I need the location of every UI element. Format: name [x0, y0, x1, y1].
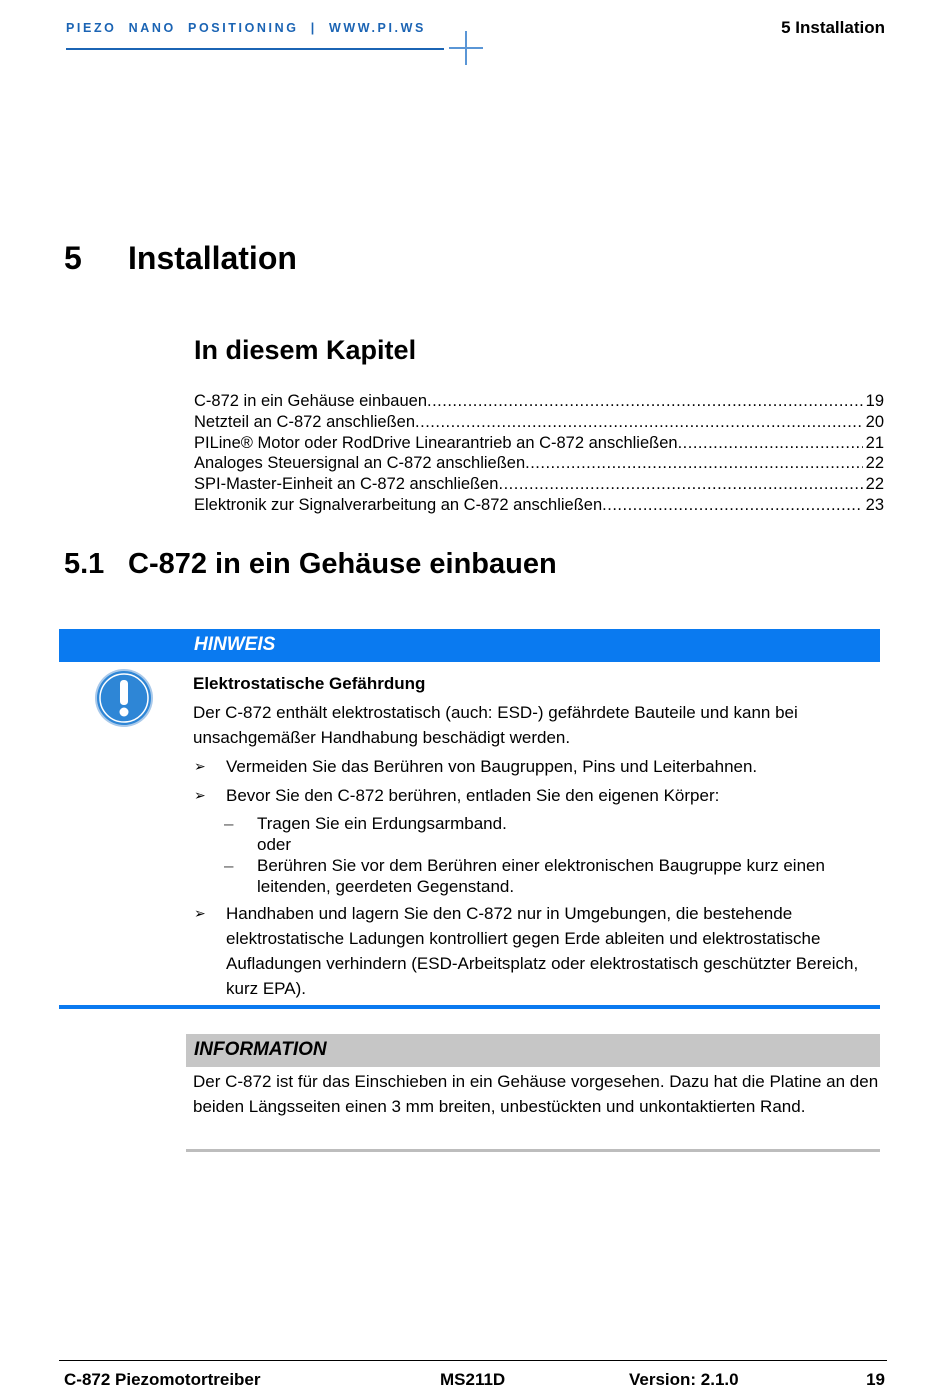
notice-sub-or: oder	[257, 835, 292, 854]
info-label: INFORMATION	[194, 1039, 327, 1060]
exclamation-circle-icon	[94, 668, 154, 728]
toc-entry[interactable]	[194, 412, 884, 433]
notice-body	[193, 672, 883, 1001]
toc-leader	[525, 453, 863, 474]
toc-entry-page: 20	[865, 412, 884, 431]
notice-header-bar	[59, 629, 880, 662]
running-header-section: 5 Installation	[781, 18, 885, 37]
toc-entry-label: SPI-Master-Einheit an C-872 anschließen	[194, 475, 499, 494]
chapter-number: 5	[64, 240, 82, 276]
notice-heading: Elektrostatische Gefährdung	[193, 674, 426, 693]
footer-rule	[59, 1360, 887, 1361]
notice-sub-item	[193, 813, 883, 834]
toc-leader	[602, 495, 862, 516]
toc-entry[interactable]	[194, 495, 884, 516]
notice-bullet-text: Bevor Sie den C-872 berühren, entladen Sie den eigenen Körper:	[226, 786, 720, 805]
toc-entry-label: Elektronik zur Signalverarbeitung an C-872 anschließen	[194, 495, 603, 514]
notice-bullet-list	[193, 754, 883, 1001]
toc-entry-label: Analoges Steuersignal an C-872 anschließen	[194, 454, 526, 473]
section-number: 5.1	[64, 548, 105, 580]
notice-sub-text: Berühren Sie vor dem Berühren einer elektronischen Baugruppe kurz einen leitenden, geerdeten Gegenstand.	[257, 856, 825, 896]
toc-entry-page: 22	[865, 475, 884, 494]
arrow-bullet-icon: ➢	[194, 758, 206, 774]
notice-text: Der C-872 enthält elektrostatisch (auch: ESD-) gefährdete Bauteile und kann bei unsachgemäßer Handhabung beschädigt werden.	[193, 703, 798, 747]
footer-page-number: 19	[866, 1370, 885, 1389]
toc-entry-label: PILine® Motor oder RodDrive Linearantrieb an C-872 anschließen	[194, 433, 678, 452]
brand-logo-text: PIEZO NANO POSITIONING | WWW.PI.WS	[66, 21, 426, 35]
toc-entry[interactable]	[194, 453, 884, 474]
footer-product: C-872 Piezomotortreiber	[64, 1370, 261, 1389]
toc-leader	[427, 391, 863, 412]
toc-entry-page: 22	[865, 454, 884, 473]
toc-leader	[678, 433, 863, 454]
toc-title: In diesem Kapitel	[194, 335, 417, 365]
footer-version: Version: 2.1.0	[629, 1370, 739, 1389]
notice-label: HINWEIS	[194, 634, 276, 655]
header-rule	[66, 48, 444, 50]
logo-crosshair-vertical	[465, 31, 467, 65]
info-text: Der C-872 ist für das Einschieben in ein Gehäuse vorgesehen. Dazu hat die Platine an den beiden Längsseiten einen 3 mm breiten, unbestückten und unkontaktierten Rand.	[193, 1072, 879, 1116]
toc-list	[194, 391, 884, 516]
notice-sub-list	[193, 813, 883, 897]
toc-leader	[498, 474, 862, 495]
toc-entry-label: C-872 in ein Gehäuse einbauen	[194, 392, 428, 410]
notice-bullet	[193, 754, 883, 779]
section-title: C-872 in ein Gehäuse einbauen	[128, 548, 557, 580]
notice-bullet	[193, 901, 883, 1001]
notice-bottom-rule	[59, 1005, 880, 1009]
notice-sub-item	[193, 855, 883, 897]
dash-bullet-icon: –	[224, 814, 234, 833]
notice-sub-text: Tragen Sie ein Erdungsarmband.	[257, 814, 507, 833]
footer-doc-id: MS211D	[440, 1370, 506, 1389]
notice-bullet-text: Handhaben und lagern Sie den C-872 nur in Umgebungen, die bestehende elektrostatische Ladungen kontrolliert gegen Erde ableiten und elektrostatische Aufladungen verhindern (ESD-Arbeitsplatz oder elektrostatisch geschützter Bereich, kurz EPA).	[226, 904, 859, 998]
toc-entry-page: 23	[865, 495, 884, 514]
toc-entry[interactable]	[194, 474, 884, 495]
dash-bullet-icon: –	[224, 856, 234, 875]
toc-leader	[415, 412, 863, 433]
notice-bullet-text: Vermeiden Sie das Berühren von Baugruppen, Pins und Leiterbahnen.	[226, 757, 758, 776]
toc-entry[interactable]	[194, 391, 884, 412]
arrow-bullet-icon: ➢	[194, 905, 206, 921]
notice-bullet	[193, 783, 883, 808]
arrow-bullet-icon: ➢	[194, 787, 206, 803]
info-bottom-rule	[186, 1149, 880, 1152]
toc-entry-label: Netzteil an C-872 anschließen	[194, 412, 416, 431]
toc-entry-page: 19	[865, 392, 884, 410]
toc-entry[interactable]	[194, 433, 884, 454]
chapter-title: Installation	[128, 240, 297, 276]
toc-entry-page: 21	[865, 433, 884, 452]
